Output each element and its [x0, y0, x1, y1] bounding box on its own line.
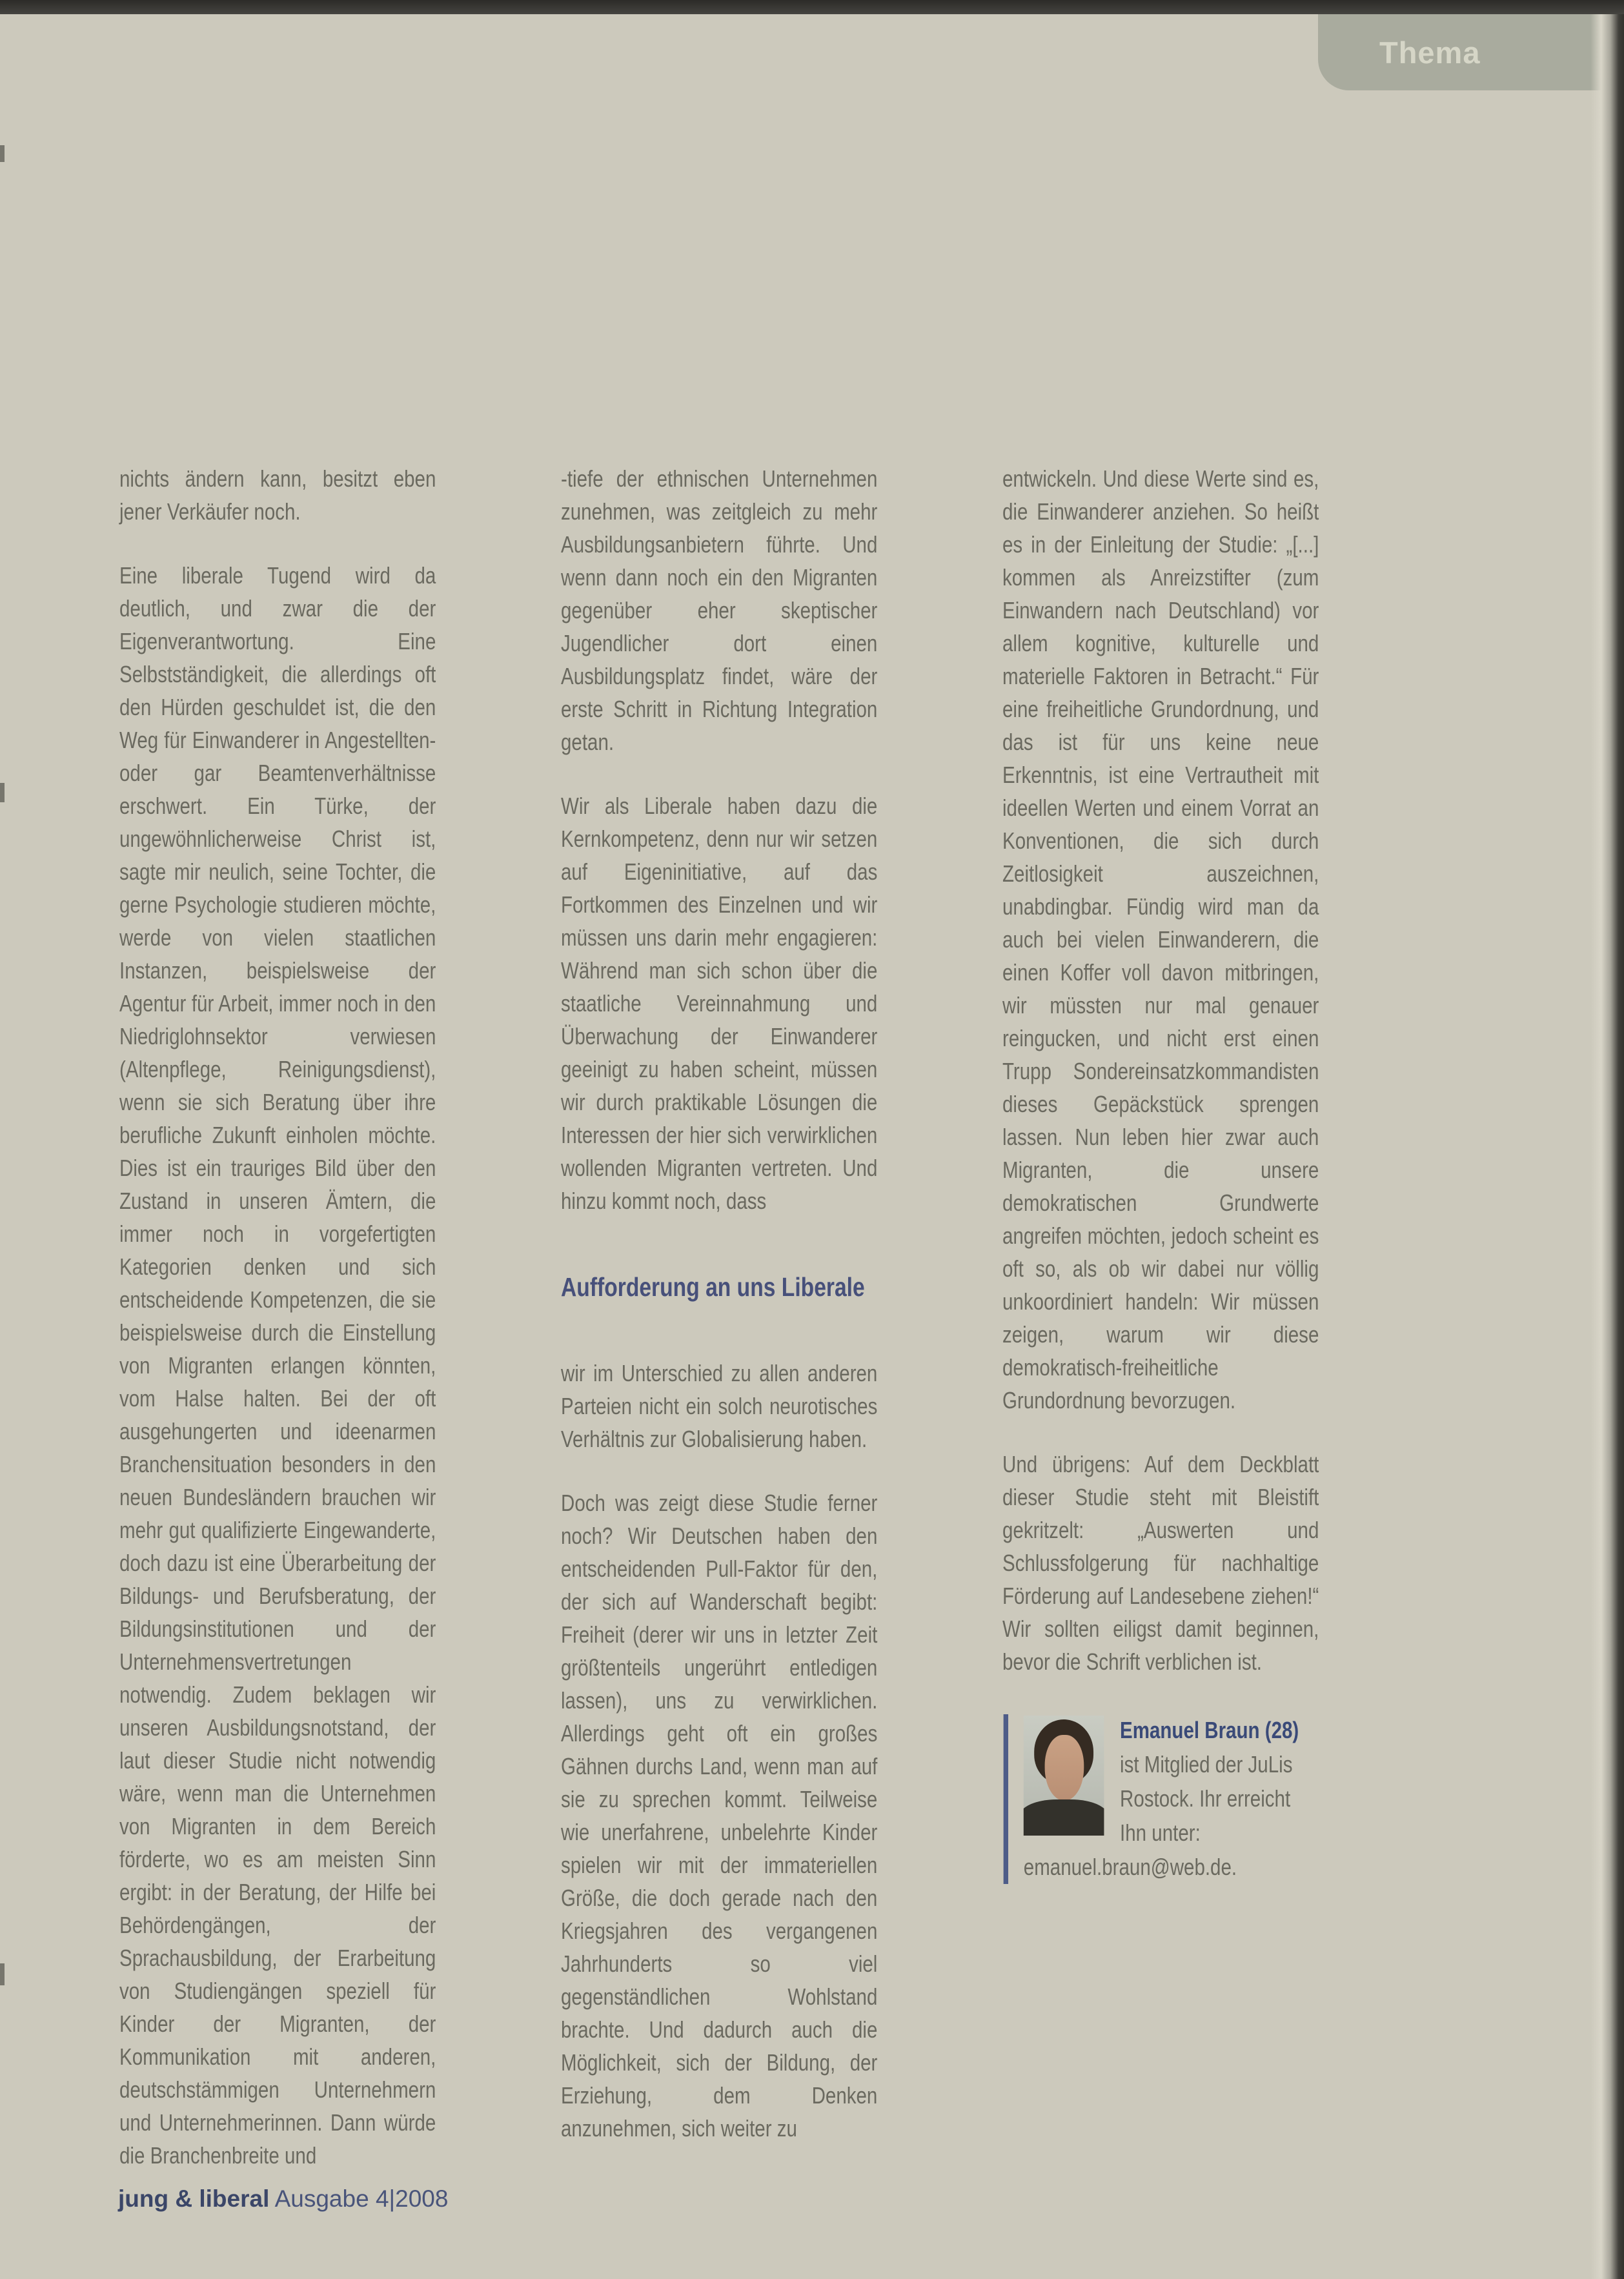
section-badge — [1318, 14, 1624, 90]
text-column-2 — [561, 462, 877, 2176]
author-photo — [1024, 1716, 1104, 1836]
paragraph: -tiefe der ethnischen Unternehmen zunehmen, was zeitgleich zu mehr Ausbildungsanbietern führte. Und wenn dann noch ein den Migranten gegenüber eher skeptischer Jugendlicher dort einen Ausbildungsplatz findet, wäre der erste Schritt in Richtung Integration getan. — [561, 465, 878, 755]
paragraph: nichts ändern kann, besitzt eben jener Verkäufer noch. — [119, 465, 436, 525]
paragraph: Wir als Liberale haben dazu die Kernkompetenz, denn nur wir setzen auf Eigeninitiative, auf das Fortkommen des Einzelnen und wir müssen uns darin mehr engagieren: Während man sich schon über die staatliche Vereinnahmung und Überwachung der Einwanderer geeinigt zu haben scheint, müssen wir durch praktikable Lösungen die Interessen der hier sich verwirklichen wollenden Migranten vertreten. Und hinzu kommt noch, dass — [561, 793, 878, 1214]
scan-right-edge — [1590, 0, 1624, 2279]
scan-top-edge — [0, 0, 1624, 14]
page-footer — [118, 2185, 448, 2213]
paragraph: Und übrigens: Auf dem Deckblatt dieser Studie steht mit Bleistift gekritzelt: „Auswerten und Schlussfolgerung für nachhaltige Förderung auf Landesebene ziehen!“ Wir sollten eiligst damit beginnen, bevor die Schrift verblichen ist. — [1002, 1451, 1319, 1675]
author-photo-torso — [1024, 1799, 1104, 1836]
scan-artifact — [0, 1963, 5, 1985]
paragraph: entwickeln. Und diese Werte sind es, die Einwanderer anziehen. So heißt es in der Einleitung der Studie: „[...] kommen als Anreizstifter (zum Einwandern nach Deutschland) vor allem kognitive, kulturelle und materielle Faktoren in Betracht.“ Für eine freiheitliche Grundordnung, und das ist für uns keine neue Erkenntnis, ist eine Vertrautheit mit ideellen Werten und einem Vorrat an Konventionen, die sich durch Zeitlosigkeit auszeichnen, unabdingbar. Fündig wird man da auch bei vielen Einwanderern, die einen Koffer voll davon mitbringen, wir müssten nur mal genauer reingucken, und nicht erst einen Trupp Sondereinsatzkommandisten dieses Gepäckstück sprengen lassen. Nun leben hier zwar auch Migranten, die unsere demokratischen Grundwerte angreifen möchten, jedoch scheint es oft so, als ob wir dabei nur völlig unkoordiniert handeln: Wir müssen zeigen, warum wir diese demokratisch-freiheitliche Grundordnung bevorzugen. — [1002, 465, 1319, 1413]
author-info-box — [1002, 1710, 1319, 1888]
section-badge-label: Thema — [1379, 35, 1481, 70]
paragraph: wir im Unterschied zu allen anderen Parteien nicht ein solch neurotisches Verhältnis zur Globalisierung haben. — [561, 1360, 878, 1452]
author-bio: ist Mitglied der JuLis Rostock. Ihr erreicht Ihn unter: emanuel.braun@web.de. — [1023, 1751, 1293, 1880]
scan-artifact — [0, 145, 5, 162]
paragraph: Eine liberale Tugend wird da deutlich, und zwar die der Eigenverantwortung. Eine Selbstständigkeit, die allerdings oft den Hürden geschuldet ist, die den Weg für Einwanderer in Angestellten- oder gar Beamtenverhältnisse erschwert. Ein Türke, der ungewöhnlicherweise Christ ist, sagte mir neulich, seine Tochter, die gerne Psychologie studieren möchte, werde von vielen staatlichen Instanzen, beispielsweise der Agentur für Arbeit, immer noch in den Niedriglohnsektor verwiesen (Altenpflege, Reinigungsdienst), wenn sie sich Beratung über ihre berufliche Zukunft einholen möchte. Dies ist ein trauriges Bild über den Zustand in unseren Ämtern, die immer noch in vorgefertigten Kategorien denken und sich entscheidende Kompetenzen, die sie beispielsweise durch die Einstellung von Migranten erlangen könnten, vom Halse halten. Bei der oft ausgehungerten und ideenarmen Branchensituation besonders in den neuen Bundesländern brauchen wir mehr gut qualifizierte Eingewanderte, doch dazu ist eine Überarbeitung der Bildungs- und Berufsberatung, der Bildungsinstitutionen und der Unternehmensvertretungen notwendig. Zudem beklagen wir unseren Ausbildungsnotstand, der laut dieser Studie nicht notwendig wäre, wenn man die Unternehmen von Migranten in dem Bereich förderte, wo es am meisten Sinn ergibt: in der Beratung, der Hilfe bei Behördengängen, der Sprachausbildung, der Erarbeitung von Studiengängen speziell für Kinder der Migranten, der Kommunikation mit anderen, deutschstämmigen Unternehmern und Unternehmerinnen. Dann würde die Branchenbreite und — [119, 562, 436, 2169]
author-name: Emanuel Braun (28) — [1120, 1717, 1299, 1743]
issue-label: Ausgabe 4|2008 — [269, 2185, 449, 2212]
text-column-1 — [119, 462, 436, 2203]
magazine-title: jung & liberal — [118, 2185, 270, 2212]
section-subheading: Aufforderung an uns Liberale — [561, 1272, 865, 1302]
text-column-3 — [1002, 462, 1319, 1888]
paragraph: Doch was zeigt diese Studie ferner noch? Wir Deutschen haben den entscheidenden Pull-Faktor für den, der sich auf Wanderschaft begibt: Freiheit (derer wir uns in letzter Zeit größtenteils ungerührt entledigen lassen), uns zu verwirklichen. Allerdings geht oft ein großes Gähnen durchs Land, wenn man auf sie zu sprechen kommt. Teilweise wie unerfahrene, unbelehrte Kinder spielen wir mit der immateriellen Größe, die doch gerade nach den Kriegsjahren des vergangenen Jahrhunderts so viel gegenständlichen Wohlstand brachte. Und dadurch auch die Möglichkeit, sich der Bildung, der Erziehung, dem Denken anzunehmen, sich weiter zu — [561, 1490, 878, 2142]
scan-artifact — [0, 783, 5, 802]
author-accent-bar — [1004, 1714, 1008, 1884]
author-photo-face — [1045, 1735, 1084, 1801]
